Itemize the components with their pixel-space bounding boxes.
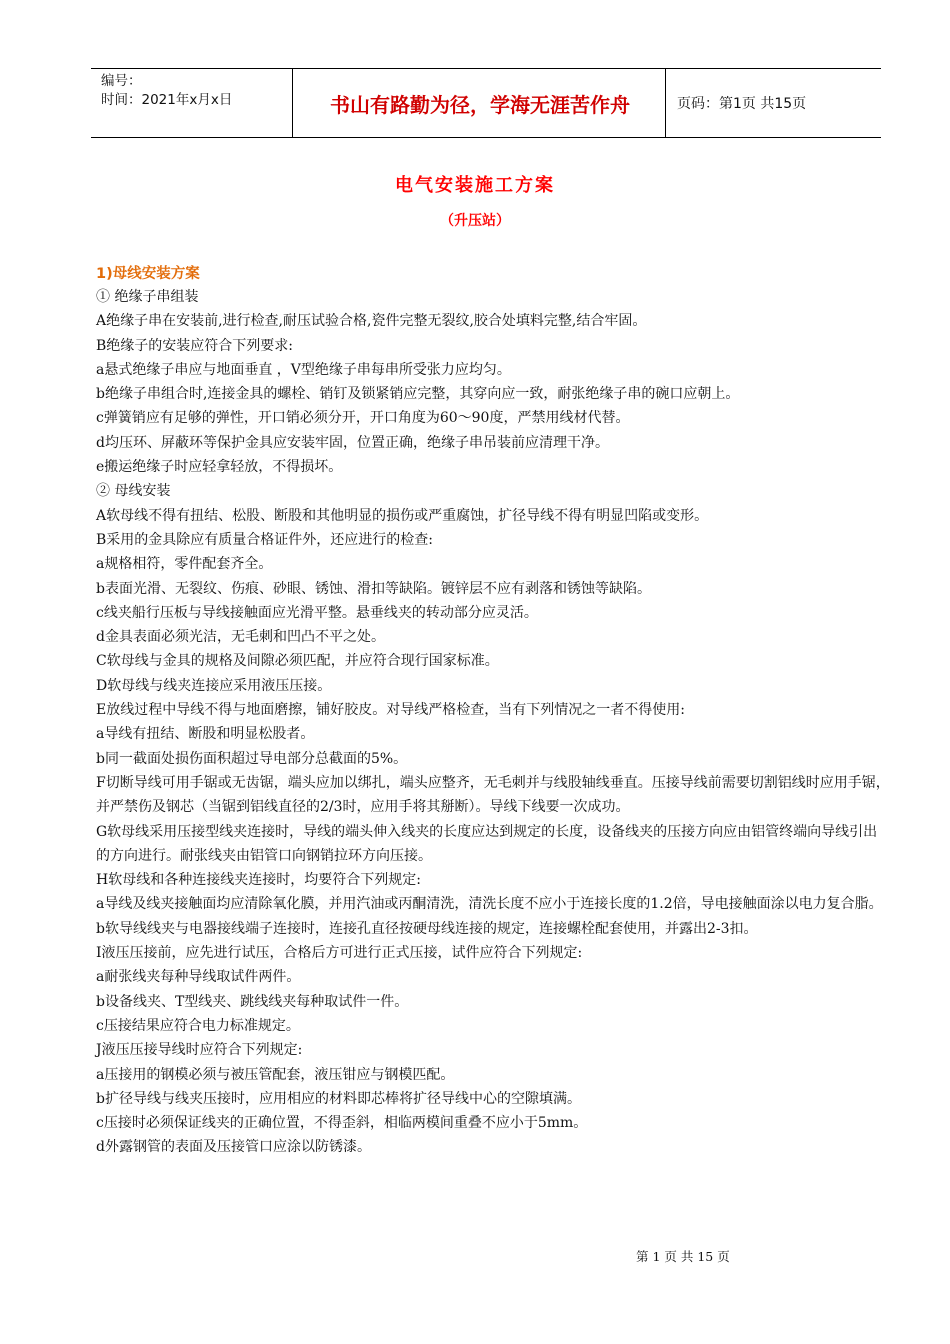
header-page-number: 页码：第1页 共15页 [677,96,807,112]
document-number-label: 编号： [101,73,142,89]
paragraph: J液压压接导线时应符合下列规定: [96,1042,303,1059]
header-divider [665,69,666,137]
document-subtitle: （升压站） [440,213,510,229]
paragraph: D软母线与线夹连接应采用液压压接。 [96,677,332,694]
paragraph: a导线有扭结、断股和明显松股者。 [96,726,315,743]
paragraph: I液压压接前，应先进行试压，合格后方可进行正式压接，试件应符合下列规定: [96,945,583,962]
paragraph: b软导线线夹与电器接线端子连接时，连接孔直径按硬母线连接的规定，连接螺栓配套使用，并露出2-3扣。 [96,920,758,937]
paragraph: b绝缘子串组合时,连接金具的螺栓、销钉及锁紧销应完整，其穿向应一致，耐张绝缘子串的碗口应朝上。 [96,386,740,403]
header-motto: 书山有路勤为径，学海无涯苦作舟 [330,92,630,117]
paragraph: ① 绝缘子串组装 [96,289,199,305]
page-footer: 第 1 页 共 15 页 [636,1249,730,1264]
paragraph: B绝缘子的安装应符合下列要求: [96,337,294,354]
paragraph: a压接用的钢模必须与被压管配套，液压钳应与钢模匹配。 [96,1066,455,1083]
section-heading: 1)母线安装方案 [96,266,200,282]
paragraph: E放线过程中导线不得与地面磨擦，铺好胶皮。对导线严格检查，当有下列情况之一者不得使用: [96,702,685,719]
paragraph: c弹簧销应有足够的弹性，开口销必须分开，开口角度为60～90度，严禁用线材代替。 [96,410,630,427]
paragraph: a悬式绝缘子串应与地面垂直 ，V型绝缘子串每串所受张力应均匀。 [96,361,511,378]
document-time-label: 时间：2021年x月x日 [101,92,233,108]
paragraph: b设备线夹、T型线夹、跳线线夹每种取试件一件。 [96,993,409,1010]
paragraph: b扩径导线与线夹压接时，应用相应的材料即芯棒将扩径导线中心的空隙填满。 [96,1090,581,1107]
paragraph: d外露钢管的表面及压接管口应涂以防锈漆。 [96,1139,371,1156]
paragraph: ② 母线安装 [96,483,171,500]
header-divider [292,69,293,137]
paragraph: c线夹船行压板与导线接触面应光滑平整。悬垂线夹的转动部分应灵活。 [96,604,538,621]
paragraph: d金具表面必须光洁，无毛刺和凹凸不平之处。 [96,629,385,646]
paragraph: b表面光滑、无裂纹、伤痕、砂眼、锈蚀、滑扣等缺陷。镀锌层不应有剥落和锈蚀等缺陷。 [96,580,651,597]
paragraph: C软母线与金具的规格及间隙必须匹配，并应符合现行国家标准。 [96,653,499,670]
paragraph: G软母线采用压接型线夹连接时，导线的端头伸入线夹的长度应达到规定的长度，设备线夹的压接方向应由铝管终端向导线引出的方向进行。耐张线夹由铝管口向钢销拉环方向压接。 [96,823,878,864]
paragraph: c压接时必须保证线夹的正确位置，不得歪斜，相临两模间重叠不应小于5mm。 [96,1115,588,1132]
document-body [96,285,891,1160]
paragraph: A绝缘子串在安装前,进行检查,耐压试验合格,瓷件完整无裂纹,胶合处填料完整,结合牢固。 [96,313,647,330]
paragraph: b同一截面处损伤面积超过导电部分总截面的5%。 [96,750,408,767]
paragraph: a规格相符，零件配套齐全。 [96,556,273,573]
paragraph: F切断导线可用手锯或无齿锯，端头应加以绑扎，端头应整齐，无毛刺并与线股轴线垂直。压接导线前需要切割铝线时应用手锯，并严禁伤及钢芯（当锯到铝线直径的2/3时，应用手将其掰断）。导线下线要一次成功。 [96,774,890,816]
document-title: 电气安装施工方案 [395,175,555,196]
paragraph: c压接结果应符合电力标准规定。 [96,1017,300,1034]
paragraph: a导线及线夹接触面均应清除氧化膜，并用汽油或丙酮清洗，清洗长度不应小于连接长度的1.2倍，导电接触面涂以电力复合脂。 [96,896,883,913]
paragraph: B采用的金具除应有质量合格证件外，还应进行的检查: [96,531,434,548]
paragraph: e搬运绝缘子时应轻拿轻放，不得损坏。 [96,459,343,476]
header-meta [101,72,232,110]
paragraph: H软母线和各种连接线夹连接时，均要符合下列规定: [96,872,421,889]
page-header [91,68,881,138]
paragraph: A软母线不得有扭结、松股、断股和其他明显的损伤或严重腐蚀，扩径导线不得有明显凹陷或变形。 [96,507,709,524]
paragraph: a耐张线夹每种导线取试件两件。 [96,969,301,986]
paragraph: d均压环、屏蔽环等保护金具应安装牢固，位置正确，绝缘子串吊装前应清理干净。 [96,434,609,451]
